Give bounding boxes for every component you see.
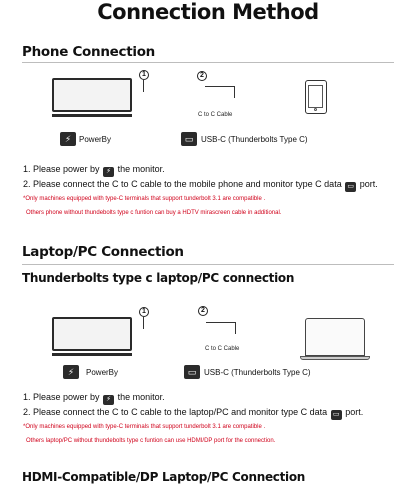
lightning-icon: ⚡ — [103, 167, 114, 177]
monitor-base — [52, 114, 132, 117]
phone-note-2: Others phone without thundebolts type c funtion can buy a HDTV mirascreen cable in additional. — [26, 210, 282, 216]
phone-step-2: 2. Please connect the C to C cable to the mobile phone and monitor type C data ▭ port. — [23, 179, 378, 190]
usb-c-label: USB-C (Thunderbolts Type C) — [204, 368, 311, 377]
usb-c-label: USB-C (Thunderbolts Type C) — [201, 135, 308, 144]
usb-c-cable-icon — [206, 322, 236, 323]
lightning-icon: ⚡ — [103, 395, 114, 405]
page-title: Connection Method — [97, 0, 319, 24]
lightning-icon: ⚡ — [60, 132, 76, 146]
monitor-port-icon: ▭ — [181, 132, 197, 146]
monitor-illustration — [52, 317, 132, 351]
laptop-note-1: *Only machines equipped with type-C terminals that support tunderbolt 3.1 are compatible . — [23, 424, 266, 430]
usb-c-cable-icon — [205, 86, 235, 87]
phone-icon — [305, 80, 327, 114]
lightning-icon: ⚡ — [63, 365, 79, 379]
laptop-icon — [305, 318, 365, 356]
divider — [22, 264, 394, 265]
cable-label: C to C Cable — [198, 112, 233, 118]
laptop-note-2: Others laptop/PC without thundebolts type c funtion can use HDMI/DP port for the connection. — [26, 438, 276, 444]
power-cable-icon — [143, 317, 144, 329]
laptop-step-2: 2. Please connect the C to C cable to the laptop/PC and monitor type C data ▭ port. — [23, 407, 364, 418]
divider — [22, 62, 394, 63]
laptop-step-1: 1. Please power by ⚡ the monitor. — [23, 392, 165, 403]
monitor-port-icon: ▭ — [184, 365, 200, 379]
callout-1: 1 — [139, 307, 149, 317]
section-title-laptop: Laptop/PC Connection — [22, 244, 184, 260]
power-cable-icon — [143, 80, 144, 92]
section-title-hdmi: HDMI-Compatible/DP Laptop/PC Connection — [22, 470, 306, 484]
cable-label: C to C Cable — [205, 346, 240, 352]
phone-step-1: 1. Please power by ⚡ the monitor. — [23, 164, 165, 175]
callout-2: 2 — [198, 306, 208, 316]
monitor-illustration — [52, 78, 132, 112]
section-title-phone: Phone Connection — [22, 44, 155, 60]
phone-note-1: *Only machines equipped with type-C terminals that support tunderbolt 3.1 are compatible . — [23, 196, 266, 202]
callout-1: 1 — [139, 70, 149, 80]
power-by-label: PowerBy — [86, 368, 119, 377]
monitor-port-icon: ▭ — [331, 410, 342, 420]
callout-2: 2 — [197, 71, 207, 81]
monitor-base — [52, 353, 132, 356]
section-title-thunderbolt: Thunderbolts type c laptop/PC connection — [22, 271, 295, 285]
monitor-port-icon: ▭ — [345, 182, 356, 192]
power-by-label: PowerBy — [79, 135, 112, 144]
